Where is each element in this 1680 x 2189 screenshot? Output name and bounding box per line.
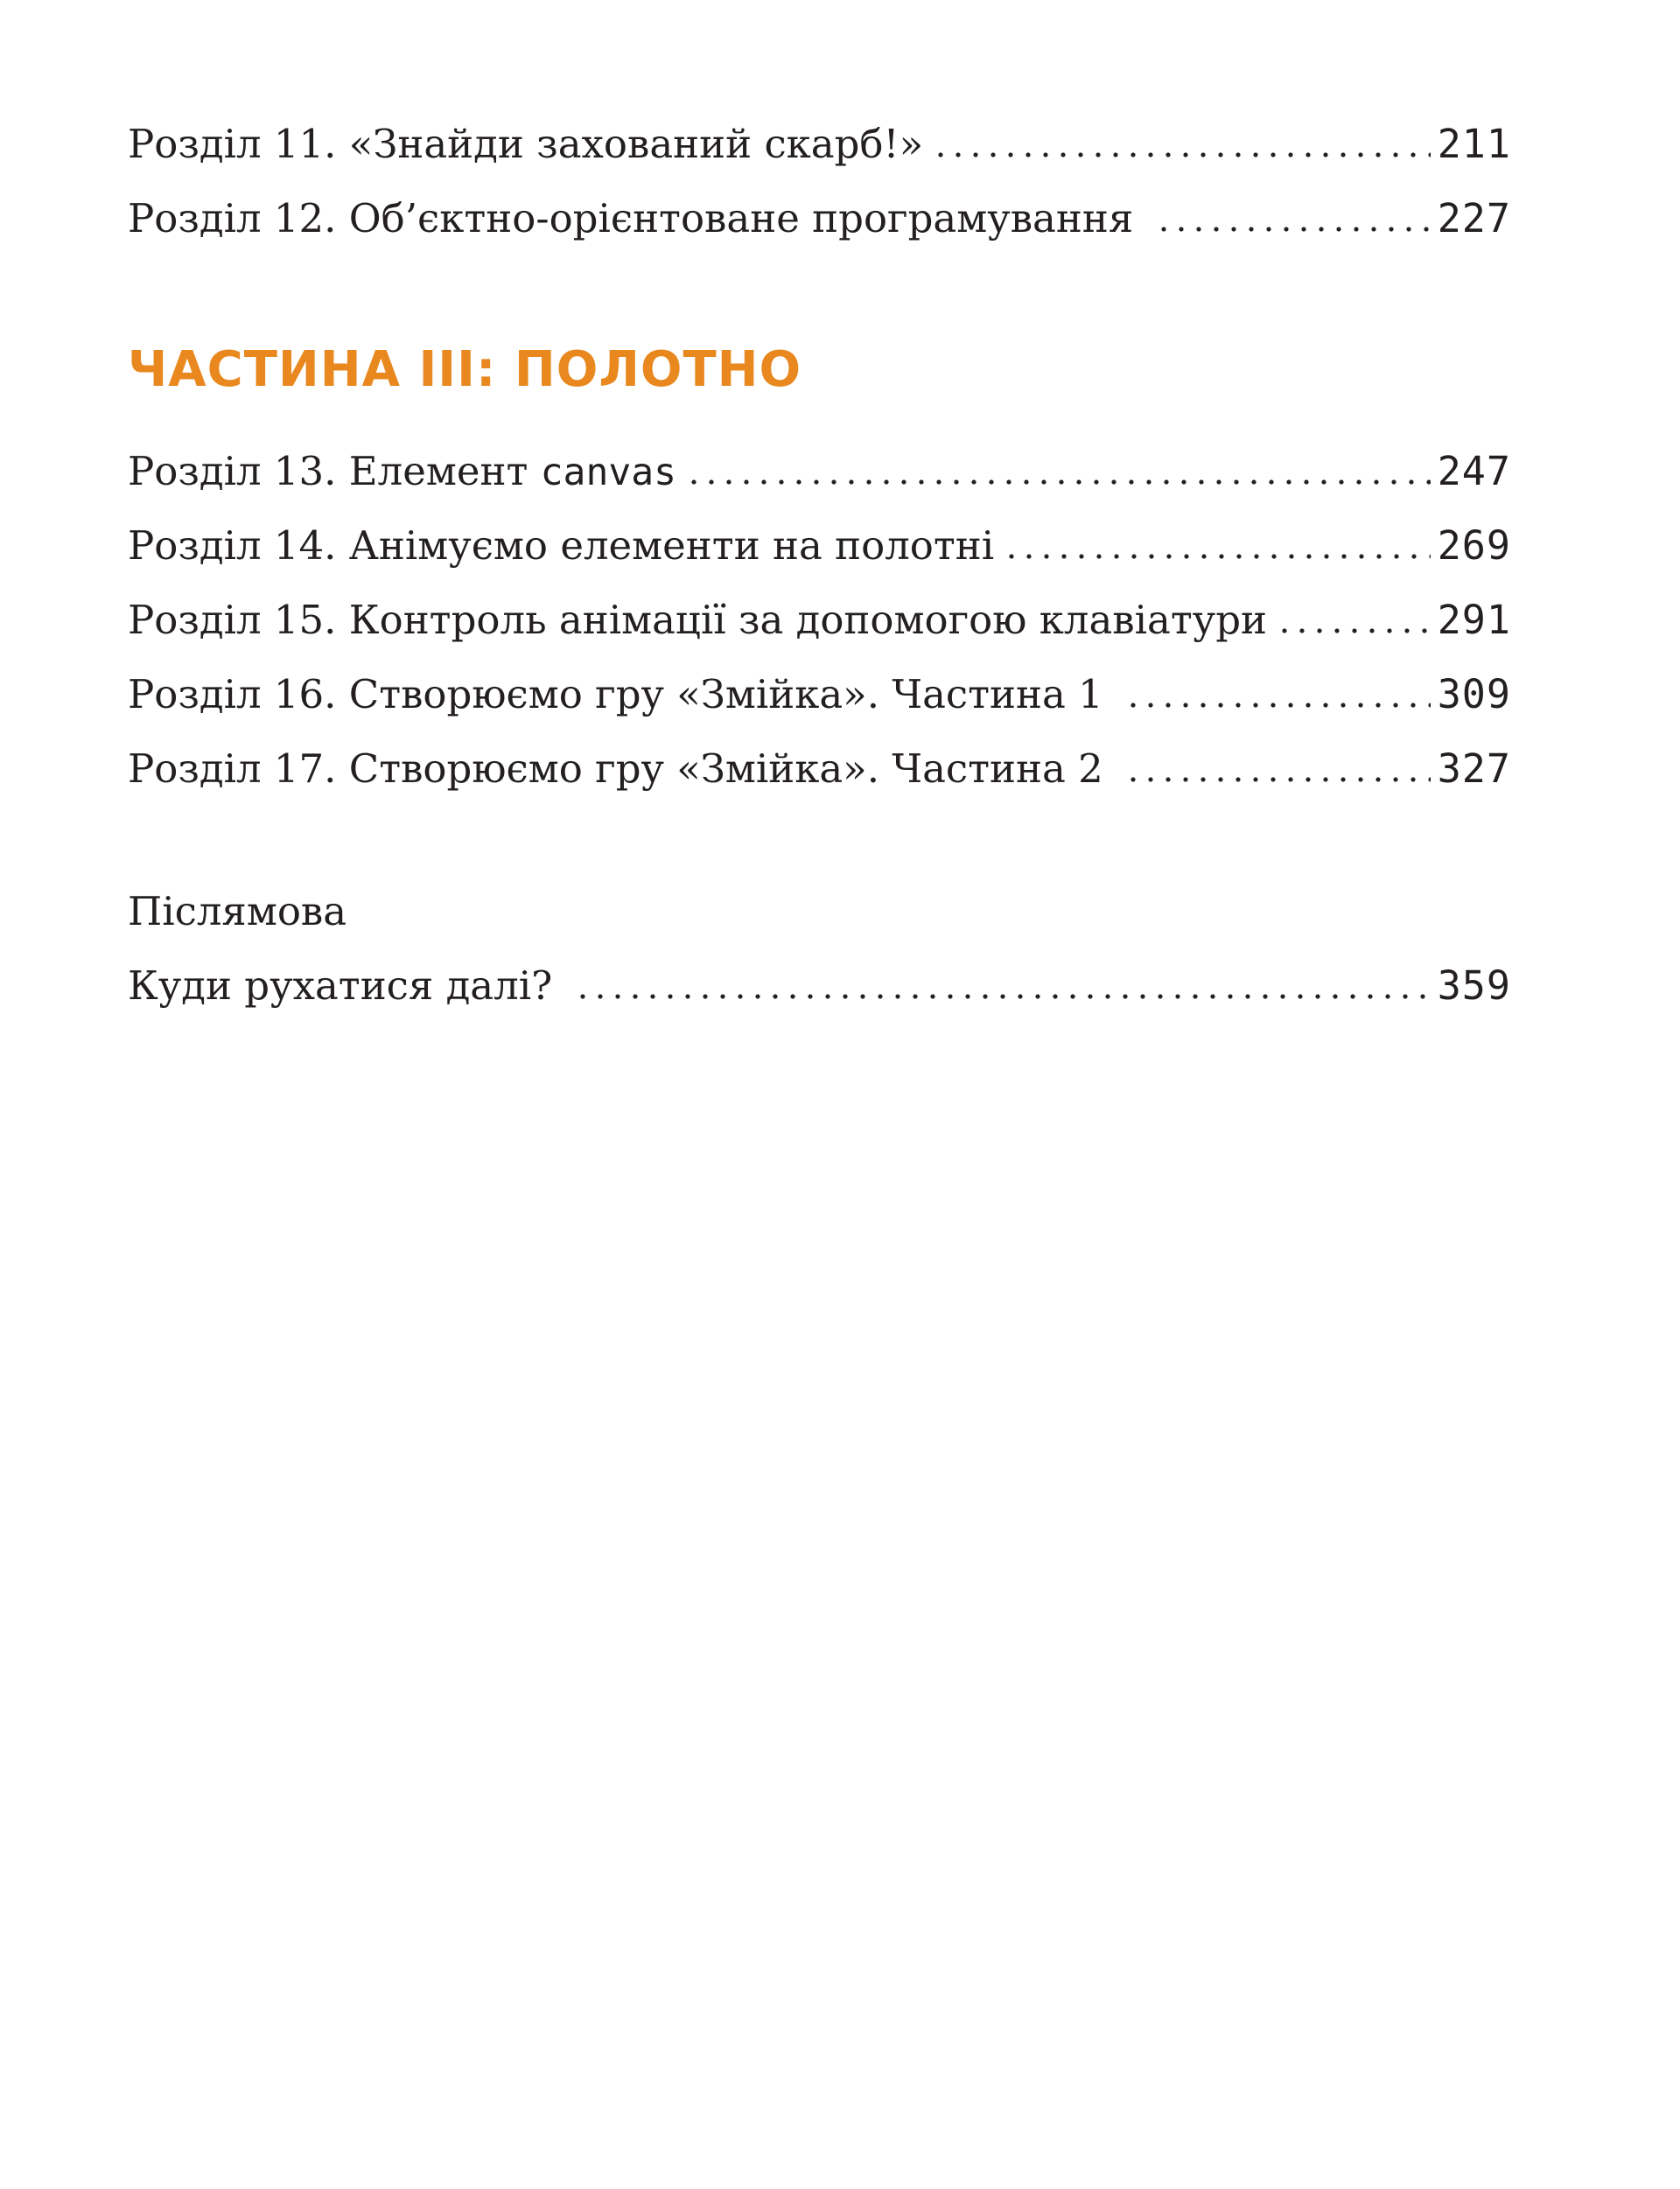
part-iii-heading: ЧАСТИНА III: ПОЛОТНО [128, 341, 802, 398]
toc-entry-ch15 [128, 583, 1511, 657]
toc-entry-title: Розділ 17. Створюємо гру «Змійка». Частина 2 [128, 745, 1116, 792]
dot-leader [1124, 703, 1431, 708]
dot-leader [1003, 554, 1431, 559]
afterword-label: Післямова [128, 888, 347, 934]
toc-entry-ch17 [128, 731, 1511, 806]
dot-leader [1276, 628, 1431, 633]
toc-entry-title-text: Розділ 13. Елемент [128, 448, 541, 494]
dot-leader [932, 152, 1431, 157]
dot-leader [1124, 777, 1431, 782]
page-number: 211 [1437, 121, 1511, 167]
toc-entry-title: Розділ 16. Створюємо гру «Змійка». Частина 1 [128, 671, 1116, 717]
toc-entry-ch14 [128, 508, 1511, 583]
toc-entry-code-text: canvas [540, 451, 677, 494]
page-number: 359 [1437, 962, 1511, 1009]
dot-leader [1155, 227, 1431, 232]
page-number: 269 [1437, 522, 1511, 569]
toc-entry-ch12 [128, 181, 1511, 255]
toc-entry-title: Розділ 12. Об’єктно-орієнтоване програмування [128, 195, 1146, 241]
toc-entry-title: Розділ 15. Контроль анімації за допомогою клавіатури [128, 597, 1268, 643]
toc-entry-title: Розділ 11. «Знайди захований скарб!» [128, 121, 924, 167]
toc-entry-title: Розділ 14. Анімуємо елементи на полотні [128, 522, 995, 569]
dot-leader [685, 479, 1431, 485]
page-number: 227 [1437, 195, 1511, 241]
dot-leader [574, 994, 1431, 999]
toc-entry-title [128, 434, 676, 510]
page-number: 291 [1437, 597, 1511, 643]
toc-entry-ch13 [128, 434, 1511, 508]
toc-entry-ch16 [128, 657, 1511, 731]
page-number: 327 [1437, 745, 1511, 792]
toc-entry-title: Куди рухатися далі? [128, 962, 565, 1009]
toc-entry-ch11 [128, 107, 1511, 181]
toc-entry-afterword [128, 948, 1511, 1023]
page-number: 247 [1437, 448, 1511, 494]
page-number: 309 [1437, 671, 1511, 717]
